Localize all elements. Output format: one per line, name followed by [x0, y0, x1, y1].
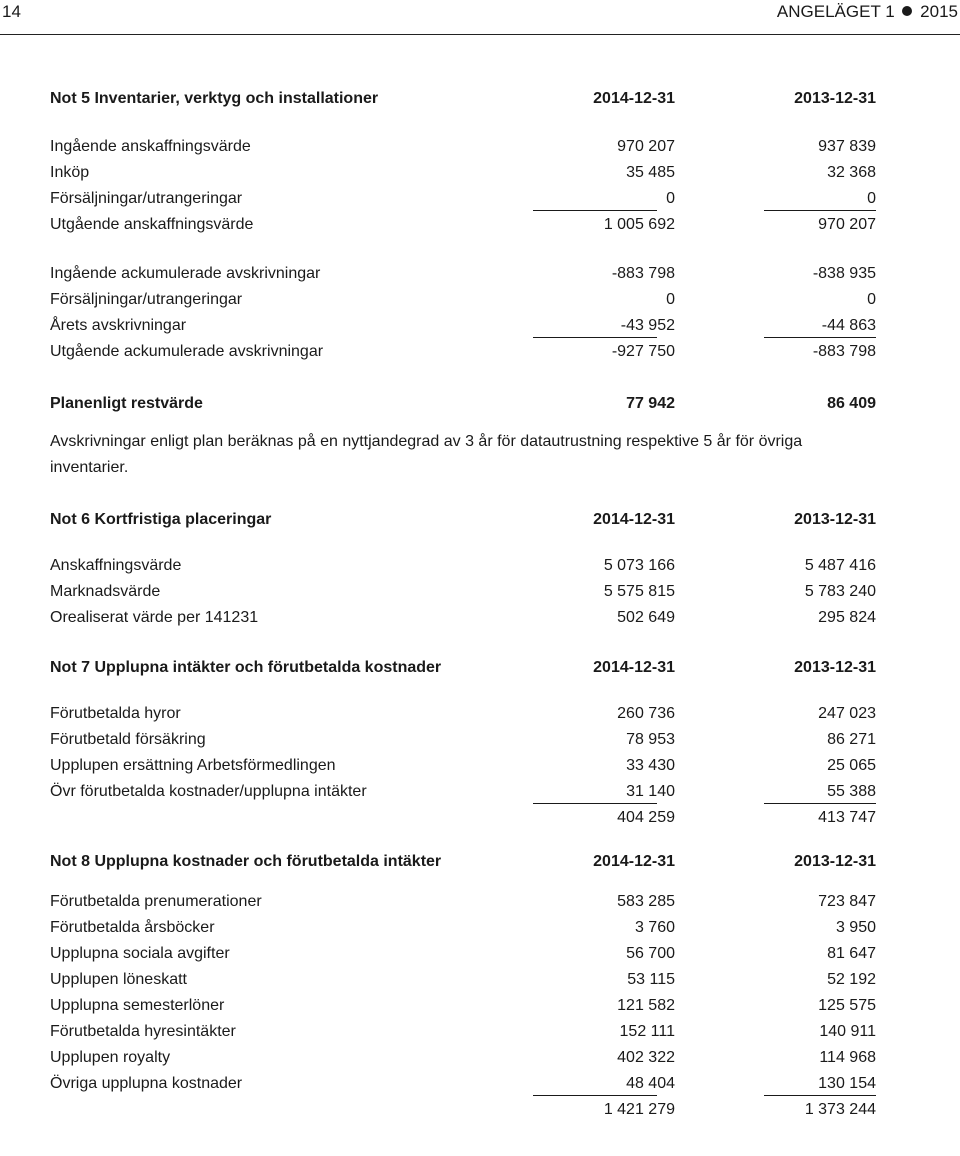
note-heading: [50, 651, 876, 677]
table-row: Inköp 35 485 32 368: [50, 164, 876, 181]
table-row: Förutbetalda årsböcker 3 760 3 950: [50, 919, 876, 936]
subtotal-rule: [764, 1095, 876, 1096]
note-5: [50, 84, 876, 481]
total-row: 1 421 279 1 373 244: [603, 1101, 876, 1118]
subtotal-rule: [533, 210, 657, 211]
table-row: Övriga upplupna kostnader 48 404 130 154: [50, 1067, 876, 1093]
subtotal-rule: [533, 803, 657, 804]
note-title: Not 7 Upplupna intäkter och förutbetalda kostnader: [50, 659, 442, 676]
table-row: Försäljningar/utrangeringar 0 0: [50, 291, 876, 308]
table-row: Årets avskrivningar -43 952 -44 863: [50, 309, 876, 335]
note-8: [50, 845, 876, 1119]
notes-content: [50, 84, 876, 1119]
table-row: Upplupna semesterlöner 121 582 125 575: [50, 997, 876, 1014]
table-row: Ingående ackumulerade avskrivningar -883 798 -838 935: [50, 265, 876, 282]
table-row: Utgående ackumulerade avskrivningar -927 750 -883 798: [50, 343, 876, 360]
column-header-2013: 2013-12-31: [794, 659, 876, 676]
column-header-2013: 2013-12-31: [794, 511, 876, 528]
page-number: 14: [2, 2, 21, 21]
column-header-2014: 2014-12-31: [593, 659, 675, 676]
note-title: Not 6 Kortfristiga placeringar: [50, 511, 272, 528]
bullet-icon: [902, 6, 912, 16]
table-row: Orealiserat värde per 141231 502 649 295 824: [50, 609, 876, 626]
column-header-2014: 2014-12-31: [593, 90, 675, 107]
publication-title: ANGELÄGET 1: [776, 2, 895, 21]
table-row: Anskaffningsvärde 5 073 166 5 487 416: [50, 557, 876, 574]
page-header: [0, 0, 960, 35]
depreciation-note: Avskrivningar enligt plan beräknas på en nyttjandegrad av 3 år för datautrustning respektive 5 år för övriga inventarier.: [50, 433, 803, 476]
table-row: Upplupna sociala avgifter 56 700 81 647: [50, 945, 876, 962]
table-row: Upplupen royalty 402 322 114 968: [50, 1049, 876, 1066]
note-heading: [50, 845, 876, 871]
subtotal-rule: [533, 1095, 657, 1096]
table-row: Övr förutbetalda kostnader/upplupna intäkter 31 140 55 388: [50, 775, 876, 801]
table-row: Förutbetalda hyror 260 736 247 023: [50, 705, 876, 722]
table-row: Förutbetalda hyresintäkter 152 111 140 911: [50, 1023, 876, 1040]
column-header-2014: 2014-12-31: [593, 511, 675, 528]
column-header-2013: 2013-12-31: [794, 853, 876, 870]
running-title: [777, 2, 958, 22]
note-heading: [50, 503, 876, 529]
total-row: 404 259 413 747: [617, 809, 876, 826]
column-header-2014: 2014-12-31: [593, 853, 675, 870]
table-row: Försäljningar/utrangeringar 0 0: [50, 182, 876, 208]
note-title: Not 8 Upplupna kostnader och förutbetalda intäkter: [50, 853, 442, 870]
table-row: Förutbetalda prenumerationer 583 285 723 847: [50, 893, 876, 910]
note-7: [50, 651, 876, 827]
table-row: Ingående anskaffningsvärde 970 207 937 839: [50, 138, 876, 155]
table-row: Förutbetald försäkring 78 953 86 271: [50, 731, 876, 748]
table-row: Marknadsvärde 5 575 815 5 783 240: [50, 583, 876, 600]
subtotal-rule: [533, 337, 657, 338]
table-row: Upplupen ersättning Arbetsförmedlingen 33 430 25 065: [50, 757, 876, 774]
subtotal-rule: [764, 803, 876, 804]
publication-year: 2015: [920, 2, 958, 21]
table-row: Utgående anskaffningsvärde 1 005 692 970 207: [50, 216, 876, 233]
column-header-2013: 2013-12-31: [794, 90, 876, 107]
note-title: Not 5 Inventarier, verktyg och installationer: [50, 90, 379, 107]
subtotal-rule: [764, 337, 876, 338]
table-row: Upplupen löneskatt 53 115 52 192: [50, 971, 876, 988]
note-6: [50, 503, 876, 627]
residual-value-row: Planenligt restvärde 77 942 86 409: [50, 395, 876, 412]
note-heading: [50, 84, 876, 108]
subtotal-rule: [764, 210, 876, 211]
